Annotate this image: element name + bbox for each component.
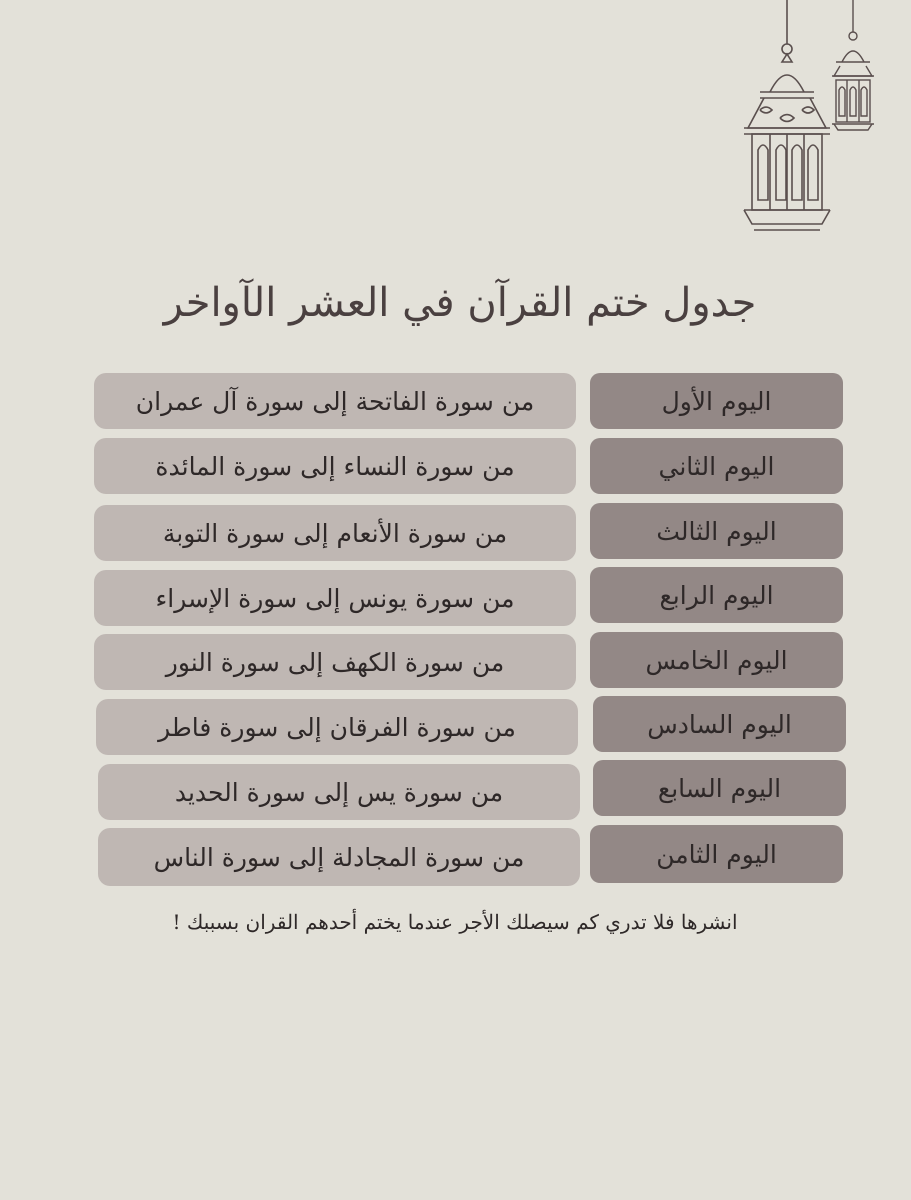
range-cell: من سورة الفرقان إلى سورة فاطر <box>96 699 578 755</box>
day-cell: اليوم الأول <box>590 373 843 429</box>
day-cell: اليوم الثاني <box>590 438 843 494</box>
range-cell: من سورة الفاتحة إلى سورة آل عمران <box>94 373 576 429</box>
range-cell: من سورة المجادلة إلى سورة الناس <box>98 828 580 886</box>
day-cell: اليوم الثالث <box>590 503 843 559</box>
day-cell: اليوم السادس <box>593 696 846 752</box>
day-cell: اليوم الثامن <box>590 825 843 883</box>
range-cell: من سورة الأنعام إلى سورة التوبة <box>94 505 576 561</box>
day-cell: اليوم الرابع <box>590 567 843 623</box>
day-cell: اليوم السابع <box>593 760 846 816</box>
range-cell: من سورة النساء إلى سورة المائدة <box>94 438 576 494</box>
page-title: جدول ختم القرآن في العشر الآواخر <box>163 280 757 326</box>
range-cell: من سورة يونس إلى سورة الإسراء <box>94 570 576 626</box>
footer-note: انشرها فلا تدري كم سيصلك الأجر عندما يختم أحدهم القران بسببك ! <box>172 910 738 934</box>
day-cell: اليوم الخامس <box>590 632 843 688</box>
range-cell: من سورة الكهف إلى سورة النور <box>94 634 576 690</box>
range-cell: من سورة يس إلى سورة الحديد <box>98 764 580 820</box>
